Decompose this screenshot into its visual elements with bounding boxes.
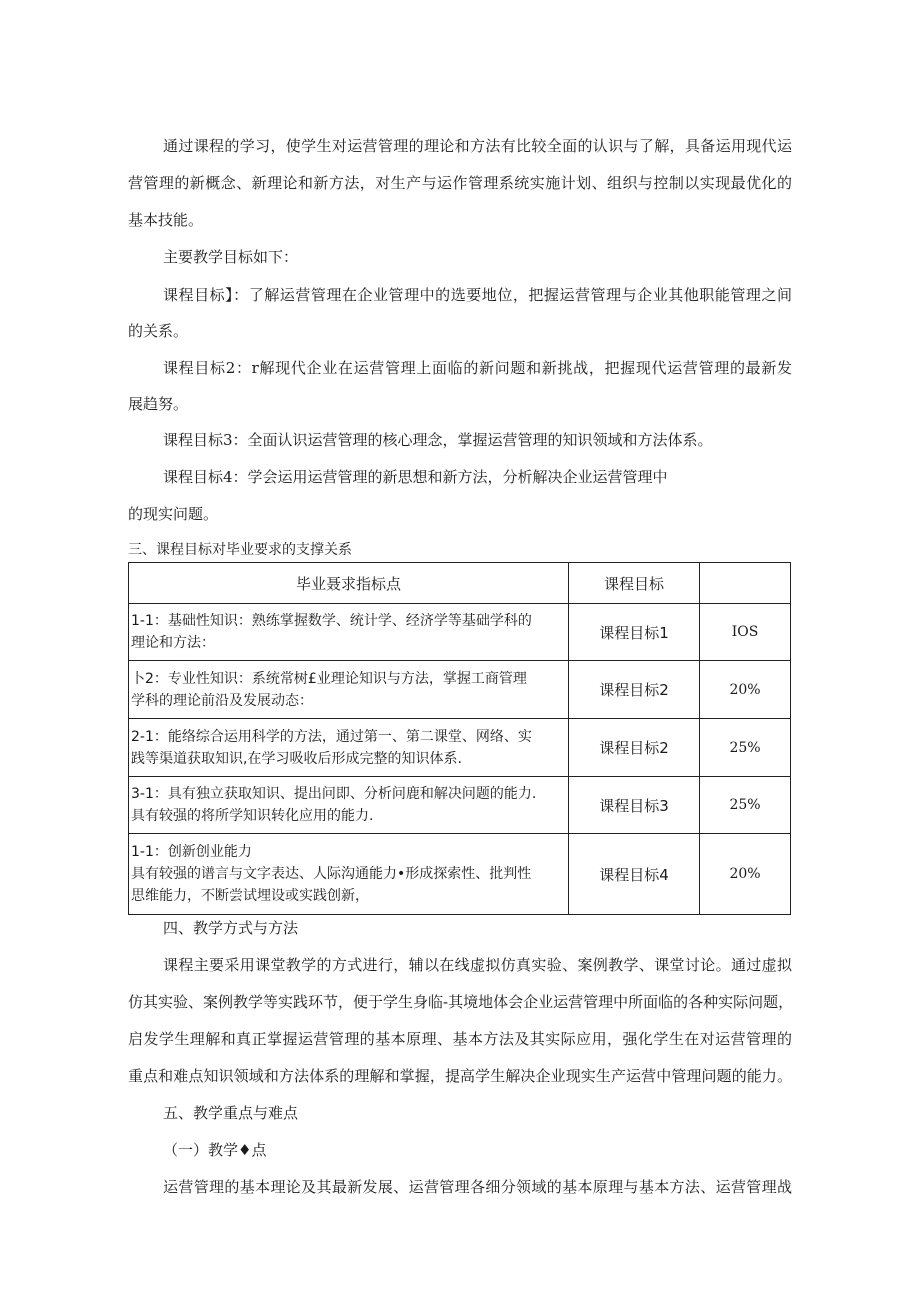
goal-4-line-1: 课程目标4：学会运用运营管理的新思想和新方法，分析解决企业运营管理中: [163, 468, 668, 486]
goal-2-line-2: 展趋努。: [128, 395, 189, 413]
requirement-line: 2-1：能络综合运用科学的方法，通过第一、第二课堂、网络、实: [131, 728, 532, 745]
requirement-line: 学科的理论前沿及发展动态：: [131, 692, 313, 709]
intro-line-2: 营管理的新概念、新理论和新方法，对生产与运作管理系统实施计划、组织与控制以实现最优化的: [128, 174, 792, 192]
weight-cell: 20%: [700, 661, 791, 719]
requirement-line: 卜2：专业性知识：系统常树£业理论知识与方法，掌握工商管理: [131, 670, 527, 687]
goals-intro: 主要教学目标如下：: [163, 248, 299, 266]
goal-cell: 课程目标2: [569, 719, 700, 777]
goal-3: 课程目标3：全面认识运营管理的核心理念，掌握运营管理的知识领域和方法体系。: [163, 431, 713, 449]
weight-cell: 25%: [700, 719, 791, 777]
table-row: [129, 719, 791, 777]
requirement-line: 1-1：基础性知识：熟练掌握数学、统计学、经济学等基础学科的: [131, 613, 532, 629]
requirement-line: 3-1：具有独立获取知识、提出问即、分析问鹿和解决问题的能力.: [131, 786, 537, 802]
methods-line-1: 课程主要采用课堂教学的方式进行，辅以在线虚拟仿真实验、案例教学、课堂讨论。通过虚拟: [163, 956, 792, 974]
support-table: [128, 562, 791, 915]
section-3-title: 三、课程目标对毕业要求的支撑关系: [128, 542, 352, 558]
header-requirement: 毕业聂求指标点: [129, 563, 569, 604]
intro-line-1: 通过课程的学习，使学生对运营管理的理论和方法有比较全面的认识与了解，具备运用现代运: [163, 137, 792, 155]
weight-cell: 20%: [700, 834, 791, 915]
requirement-cell: [129, 719, 569, 777]
section-4-title: 四、教学方式与方法: [163, 919, 299, 937]
goal-cell: 课程目标1: [569, 604, 700, 661]
table-row: [129, 604, 791, 661]
requirement-cell: [129, 834, 569, 915]
requirement-line: 思维能力，不断尝试埋设或实践创新，: [131, 888, 369, 904]
requirement-line: 理论和方法：: [131, 635, 215, 651]
goal-cell: 课程目标2: [569, 661, 700, 719]
intro-line-3: 基本技能。: [128, 211, 204, 229]
weight-cell: IOS: [700, 604, 791, 661]
requirement-line: 1-1：创新创业能力: [131, 844, 252, 860]
focus-line-1: 运营管理的基本理论及其最新发展、运营管理各细分领域的基本原理与基本方法、运营管理战: [163, 1178, 792, 1196]
goal-cell: 课程目标4: [569, 834, 700, 915]
requirement-line: 具有较强的将所学知识转化应用的能力.: [131, 808, 374, 824]
goal-1-line-1: 课程目标】：了解运营管理在企业管理中的选要地位，把握运营管理与企业其他职能管理之间: [163, 286, 792, 304]
weight-cell: 25%: [700, 777, 791, 834]
goal-cell: 课程目标3: [569, 777, 700, 834]
table-row: [129, 777, 791, 834]
requirement-line: 践等渠道获取知识,在学习吸收后形成完整的知识体系.: [131, 750, 462, 767]
table-row: [129, 661, 791, 719]
requirement-line: 具有较强的谱言与文字表达、人际沟通能力•形成探索性、批判性: [131, 866, 532, 882]
header-course-goal: 课程目标: [569, 563, 700, 604]
requirement-cell: [129, 661, 569, 719]
goal-2-line-1: 课程目标2：r解现代企业在运营管理上面临的新问题和新挑战，把握现代运营管理的最新发: [163, 359, 792, 377]
requirement-cell: [129, 777, 569, 834]
table-header-row: [129, 563, 791, 604]
methods-line-3: 启发学生理解和真正掌握运营管理的基本原理、基本方法及其实际应用，强化学生在对运营管理的: [128, 1030, 792, 1048]
subsection-1-title: （一）教学♦点: [163, 1141, 267, 1159]
table-row: [129, 834, 791, 915]
methods-line-2: 仿其实验、案例教学等实践环节，便于学生身临-其境地体会企业运营管理中所面临的各种实际问题，: [128, 993, 794, 1011]
methods-line-4: 重点和难点知识领域和方法体系的理解和掌握，提高学生解决企业现实生产运营中管理问题的能力。: [128, 1067, 792, 1085]
header-weight: [700, 563, 791, 604]
goal-1-line-2: 的关系。: [128, 322, 189, 340]
requirement-cell: [129, 604, 569, 661]
goal-4-line-2: 的现实问题。: [128, 505, 219, 523]
section-5-title: 五、教学重点与难点: [163, 1104, 299, 1122]
